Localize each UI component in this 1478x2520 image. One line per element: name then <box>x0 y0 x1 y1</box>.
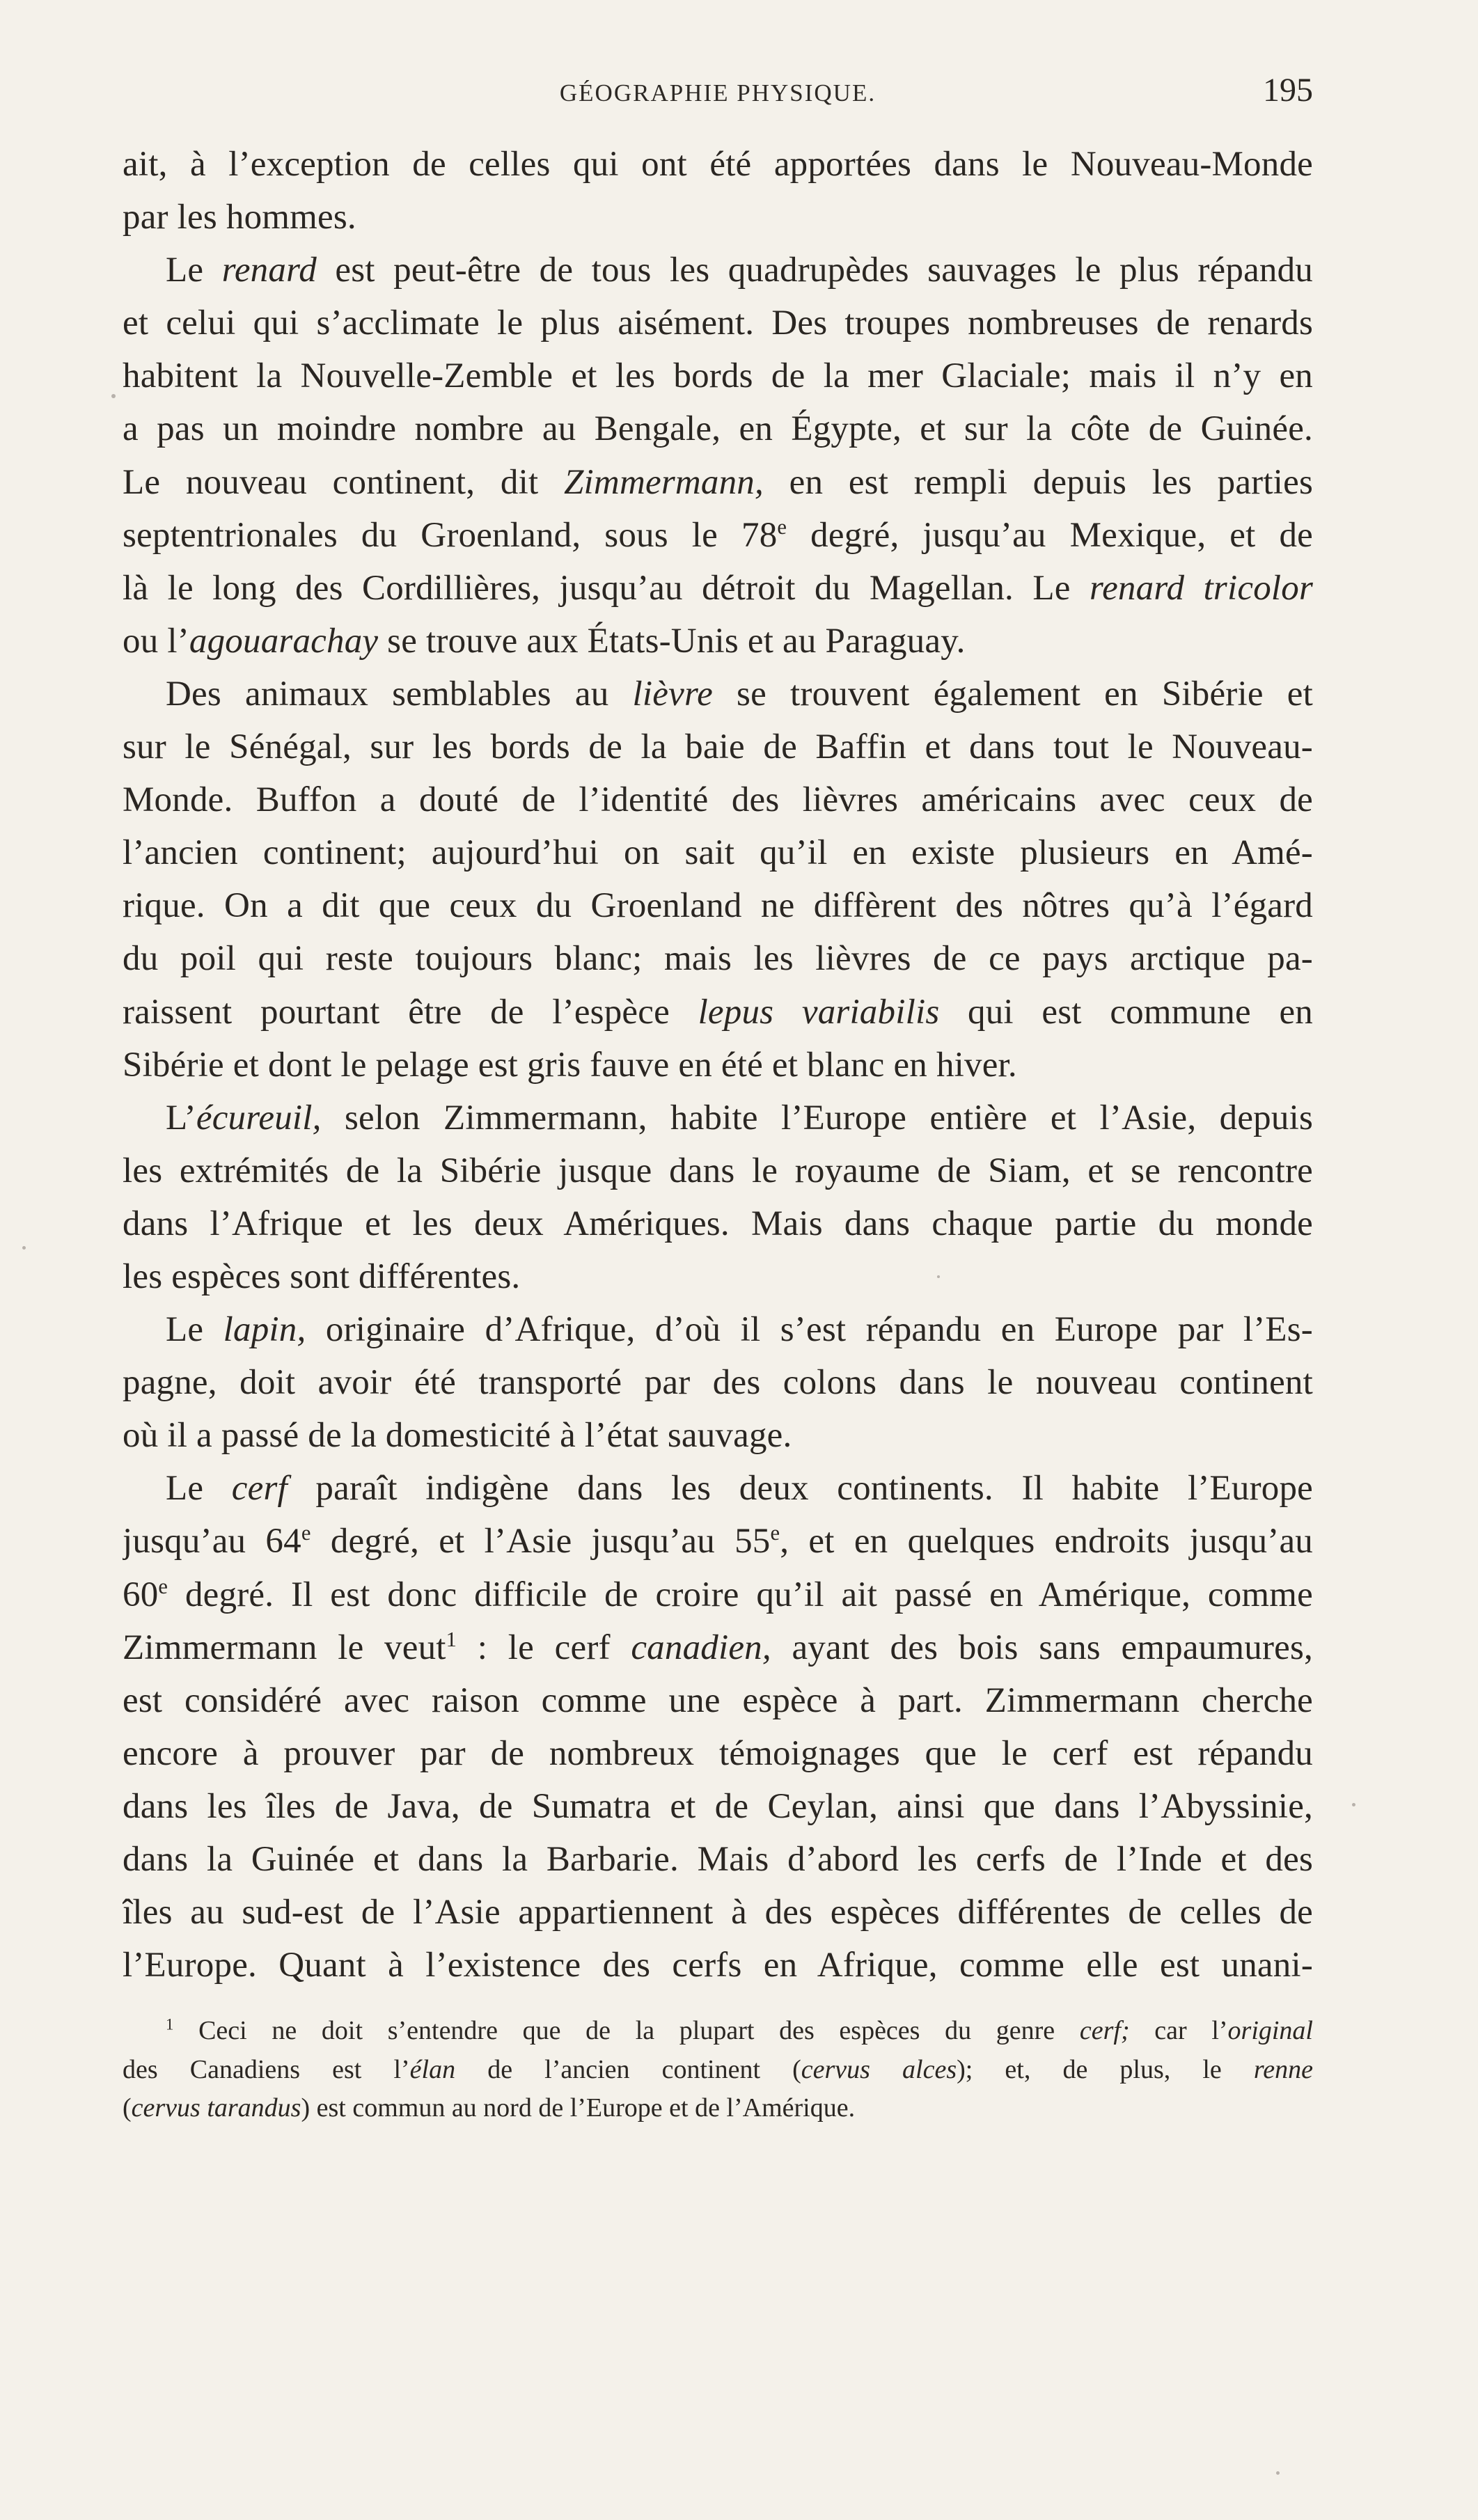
text-line: Le renard est peut-être de tous les quadrupèdes sauvages le plus répandu <box>166 251 1313 290</box>
text-line: par les hommes. <box>123 198 356 237</box>
italic-term: renard <box>221 251 317 290</box>
text-line: Le nouveau continent, dit Zimmermann, en est rempli depuis les parties <box>123 462 1313 502</box>
text-line: où il a passé de la domesticité à l’état sauvage. <box>123 1416 792 1456</box>
print-speck <box>22 1246 26 1250</box>
text-line: ait, à l’exception de celles qui ont été apportées dans le Nouveau-Monde <box>123 145 1313 184</box>
text-line: jusqu’au 64e degré, et l’Asie jusqu’au 55e, et en quelques endroits jusqu’au <box>123 1521 1313 1561</box>
italic-term: lepus variabilis <box>698 992 940 1032</box>
text-line: Des animaux semblables au lièvre se trouvent également en Sibérie et <box>166 674 1313 714</box>
italic-term: lapin, <box>223 1310 306 1350</box>
page-number: 195 <box>1263 72 1313 109</box>
italic-term: Zimmermann, <box>563 462 764 502</box>
text-line: septentrionales du Groenland, sous le 78e degré, jusqu’au Mexique, et de <box>123 514 1313 555</box>
text-line: rique. On a dit que ceux du Groenland ne diffèrent des nôtres qu’à l’égard <box>123 886 1313 926</box>
text-line: les espèces sont différentes. <box>123 1257 521 1296</box>
text-line: 60e degré. Il est donc difficile de croire qu’il ait passé en Amérique, comme <box>123 1574 1313 1614</box>
running-head: GÉOGRAPHIE PHYSIQUE. <box>559 79 876 107</box>
footnote-line: (cervus tarandus) est commun au nord de l’Europe et de l’Amérique. <box>123 2093 856 2123</box>
print-speck <box>937 1275 940 1278</box>
text-line: pagne, doit avoir été transporté par des colons dans le nouveau continent <box>123 1363 1313 1403</box>
text-line: est considéré avec raison comme une espèce à part. Zimmermann cherche <box>123 1680 1313 1720</box>
text-line: Zimmermann le veut$^1$ : le cerf canadien, ayant des bois sans empaumures, <box>123 1627 1313 1667</box>
text-line: là le long des Cordillières, jusqu’au détroit du Magellan. Le renard tricolor <box>123 568 1313 608</box>
text-line: Le cerf paraît indigène dans les deux continents. Il habite l’Europe <box>166 1469 1313 1509</box>
print-speck <box>111 394 116 398</box>
text-line: habitent la Nouvelle-Zemble et les bords de la mer Glaciale; mais il n’y en <box>123 356 1313 396</box>
text-line: dans les îles de Java, de Sumatra et de Ceylan, ainsi que dans l’Abyssinie, <box>123 1786 1313 1826</box>
print-speck <box>1352 1803 1355 1806</box>
italic-term: cerf <box>231 1469 288 1509</box>
text-line: Monde. Buffon a douté de l’identité des lièvres américains avec ceux de <box>123 780 1313 820</box>
page-header <box>123 71 1313 113</box>
text-line: les extrémités de la Sibérie jusque dans le royaume de Siam, et se rencontre <box>123 1151 1313 1190</box>
footnote-line: des Canadiens est l’élan de l’ancien continent (cervus alces); et, de plus, le renne <box>123 2054 1313 2084</box>
body-text <box>123 138 1313 1992</box>
text-line: et celui qui s’acclimate le plus aisément. Des troupes nombreuses de renards <box>123 304 1313 343</box>
text-line: sur le Sénégal, sur les bords de la baie de Baffin et dans tout le Nouveau- <box>123 727 1313 767</box>
text-line: l’ancien continent; aujourd’hui on sait qu’il en existe plusieurs en Amé- <box>123 833 1313 873</box>
text-line: du poil qui reste toujours blanc; mais les lièvres de ce pays arctique pa- <box>123 939 1313 979</box>
italic-term: renard tricolor <box>1089 568 1313 608</box>
text-line: îles au sud-est de l’Asie appartiennent à des espèces différentes de celles de <box>123 1893 1313 1932</box>
footnote-line: $^1$ Ceci ne doit s’entendre que de la plupart des espèces du genre cerf; car l’original <box>166 2015 1313 2045</box>
text-line: dans l’Afrique et les deux Amériques. Mais dans chaque partie du monde <box>123 1204 1313 1243</box>
italic-term: écureuil, <box>196 1098 322 1137</box>
italic-term: lièvre <box>632 674 713 714</box>
text-line: l’Europe. Quant à l’existence des cerfs en Afrique, comme elle est unani- <box>123 1946 1313 1985</box>
text-line: ou l’agouarachay se trouve aux États-Unis et au Paraguay. <box>123 621 966 661</box>
italic-term: agouarachay <box>189 621 379 661</box>
text-line: Le lapin, originaire d’Afrique, d’où il s’est répandu en Europe par l’Es- <box>166 1310 1313 1350</box>
text-line: encore à prouver par de nombreux témoignages que le cerf est répandu <box>123 1733 1313 1773</box>
text-line: Sibérie et dont le pelage est gris fauve en été et blanc en hiver. <box>123 1045 1017 1085</box>
italic-term: canadien, <box>631 1628 771 1667</box>
text-line: raissent pourtant être de l’espèce lepus variabilis qui est commune en <box>123 992 1313 1032</box>
print-speck <box>1276 2471 1280 2475</box>
footnote-marker: 1 <box>166 2015 174 2033</box>
text-line: L’écureuil, selon Zimmermann, habite l’Europe entière et l’Asie, depuis <box>166 1098 1313 1137</box>
text-line: a pas un moindre nombre au Bengale, en Égypte, et sur la côte de Guinée. <box>123 409 1313 449</box>
footnote-ref: 1 <box>446 1627 457 1651</box>
text-line: dans la Guinée et dans la Barbarie. Mais d’abord les cerfs de l’Inde et des <box>123 1840 1313 1879</box>
footnote <box>123 2012 1313 2128</box>
